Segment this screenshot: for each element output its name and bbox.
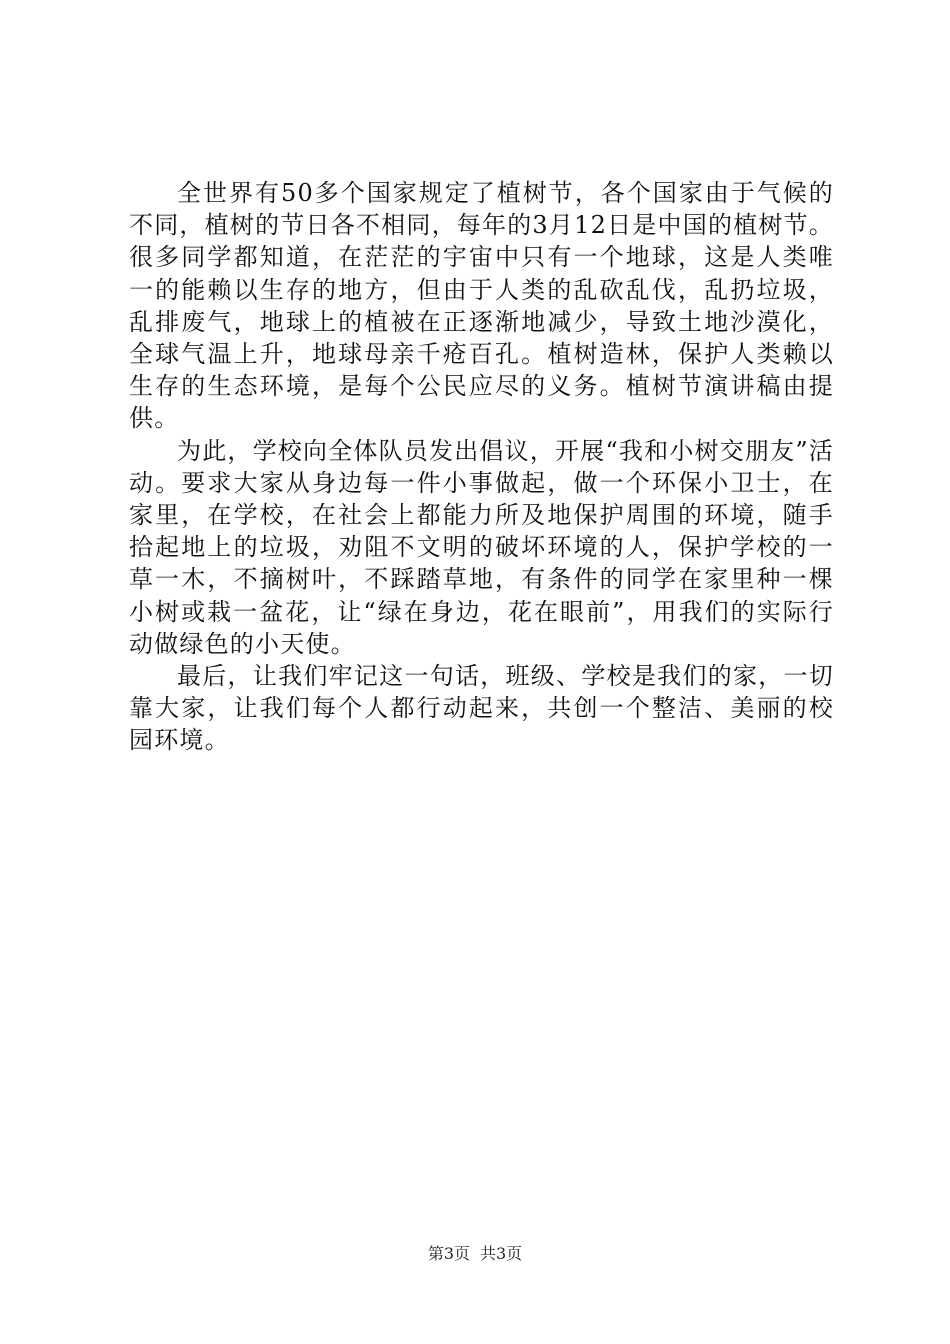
document-body [129,177,834,757]
paragraph-1: 全世界有50多个国家规定了植树节，各个国家由于气候的不同，植树的节日各不相同，每年的3月12日是中国的植树节。很多同学都知道，在茫茫的宇宙中只有一个地球，这是人类唯一的能赖以生存的地方，但由于人类的乱砍乱伐，乱扔垃圾，乱排废气，地球上的植被在正逐渐地减少，导致土地沙漠化，全球气温上升，地球母亲千疮百孔。植树造林，保护人类赖以生存的生态环境，是每个公民应尽的义务。植树节演讲稿由提供。 [129,179,834,433]
page-number: 第3页 [427,1244,470,1263]
page-total: 共3页 [480,1244,523,1263]
page-footer [0,1244,950,1264]
paragraph-2: 为此，学校向全体队员发出倡议，开展“我和小树交朋友”活动。要求大家从身边每一件小事做起，做一个环保小卫士，在家里，在学校，在社会上都能力所及地保护周围的环境，随手拾起地上的垃圾，劝阻不文明的破坏环境的人，保护学校的一草一木，不摘树叶，不踩踏草地，有条件的同学在家里种一棵小树或栽一盆花，让“绿在身边，花在眼前”，用我们的实际行动做绿色的小天使。 [129,436,834,658]
paragraph-3: 最后，让我们牢记这一句话，班级、学校是我们的家，一切靠大家，让我们每个人都行动起来，共创一个整洁、美丽的校园环境。 [129,662,834,755]
